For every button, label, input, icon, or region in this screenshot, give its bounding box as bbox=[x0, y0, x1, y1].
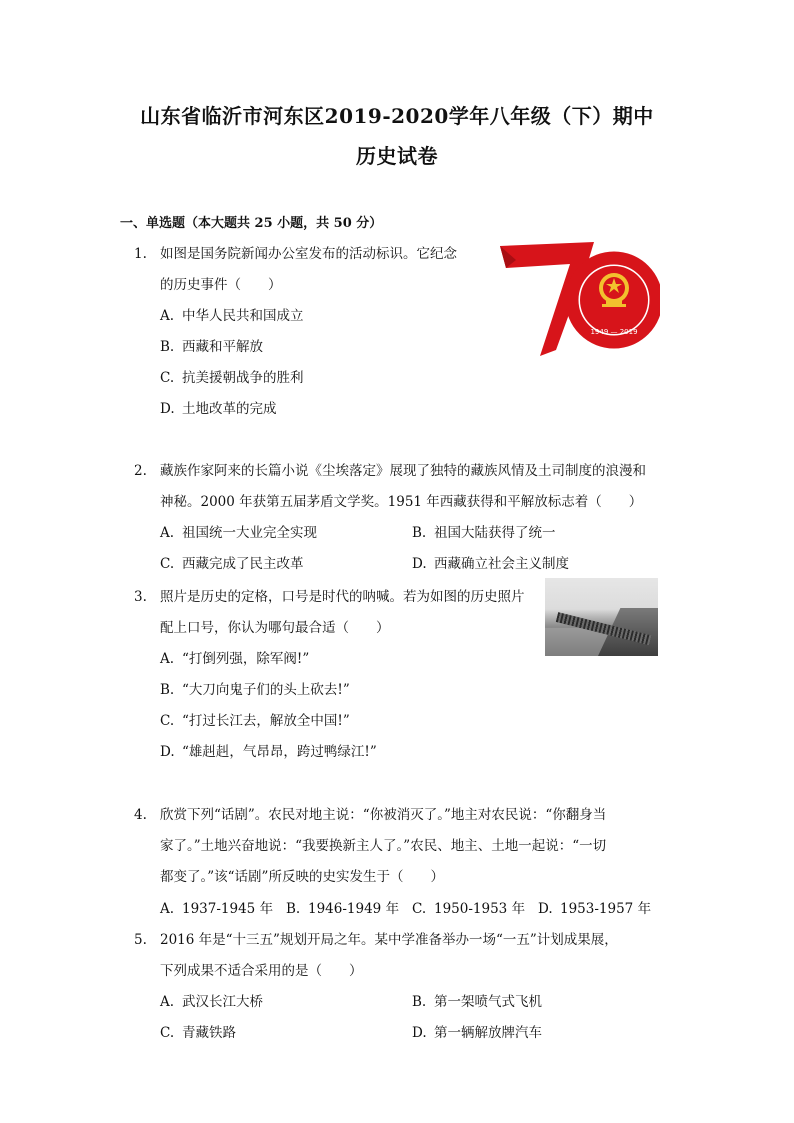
question-text: 欣赏下列“话剧”。农民对地主说：“你被消灭了。”地主对农民说：“你翻身当 bbox=[160, 807, 607, 823]
exam-title-line2: 历史试卷 bbox=[356, 144, 438, 168]
question-text: 藏族作家阿来的长篇小说《尘埃落定》展现了独特的藏族风情及土司制度的浪漫和 bbox=[160, 463, 646, 479]
question-text: 家了。”土地兴奋地说：“我要换新主人了。”农民、地主、土地一起说：“一切 bbox=[160, 838, 607, 854]
option-d: D. 第一辆解放牌汽车 bbox=[412, 1025, 542, 1041]
historical-photo bbox=[545, 578, 658, 656]
question-number: 2. bbox=[134, 463, 147, 479]
question-number: 3. bbox=[134, 589, 147, 605]
option-d: D. “雄赳赳，气昂昂，跨过鸭绿江!” bbox=[160, 744, 377, 760]
question-text: 如图是国务院新闻办公室发布的活动标识。它纪念 bbox=[160, 246, 457, 262]
question-text: 照片是历史的定格，口号是时代的呐喊。若为如图的历史照片 bbox=[160, 589, 525, 605]
question-text: 的历史事件（ ） bbox=[160, 277, 282, 293]
question-text: 下列成果不适合采用的是（ ） bbox=[160, 963, 363, 979]
option-b: B. 祖国大陆获得了统一 bbox=[412, 525, 556, 541]
question-number: 1. bbox=[134, 246, 147, 262]
option-b: B. 第一架喷气式飞机 bbox=[412, 994, 542, 1010]
anniversary-logo-70 bbox=[496, 240, 660, 356]
question-text: 配上口号，你认为哪句最合适（ ） bbox=[160, 620, 390, 636]
question-text: 2016 年是“十三五”规划开局之年。某中学准备举办一场“一五”计划成果展， bbox=[160, 932, 618, 948]
question-number: 5. bbox=[134, 932, 147, 948]
option-c: C. 青藏铁路 bbox=[160, 1025, 236, 1041]
option-c: C. 西藏完成了民主改革 bbox=[160, 556, 304, 572]
option-a: A. 中华人民共和国成立 bbox=[160, 308, 304, 324]
option-b: B. 西藏和平解放 bbox=[160, 339, 263, 355]
question-text: 神秘。2000 年获第五届茅盾文学奖。1951 年西藏获得和平解放标志着（ ） bbox=[160, 494, 643, 510]
option-c: C. 抗美援朝战争的胜利 bbox=[160, 370, 304, 386]
option-d: D. 西藏确立社会主义制度 bbox=[412, 556, 569, 572]
option-a: A. 祖国统一大业完全实现 bbox=[160, 525, 317, 541]
option-a: A. 武汉长江大桥 bbox=[160, 994, 263, 1010]
option-b: B. “大刀向鬼子们的头上砍去!” bbox=[160, 682, 350, 698]
option-d: D. 1953-1957 年 bbox=[538, 901, 652, 917]
option-c: C. “打过长江去，解放全中国!” bbox=[160, 713, 350, 729]
option-c: C. 1950-1953 年 bbox=[412, 901, 526, 917]
logo-years: 1949 — 2019 bbox=[590, 328, 638, 336]
option-d: D. 土地改革的完成 bbox=[160, 401, 277, 417]
exam-title-line1: 山东省临沂市河东区2019-2020学年八年级（下）期中 bbox=[140, 104, 654, 128]
section-heading: 一、单选题（本大题共 25 小题，共 50 分） bbox=[120, 216, 383, 231]
option-a: A. “打倒列强，除军阀!” bbox=[160, 651, 310, 667]
question-text: 都变了。”该“话剧”所反映的史实发生于（ ） bbox=[160, 869, 444, 885]
option-b: B. 1946-1949 年 bbox=[286, 901, 400, 917]
question-number: 4. bbox=[134, 807, 147, 823]
option-a: A. 1937-1945 年 bbox=[160, 901, 274, 917]
